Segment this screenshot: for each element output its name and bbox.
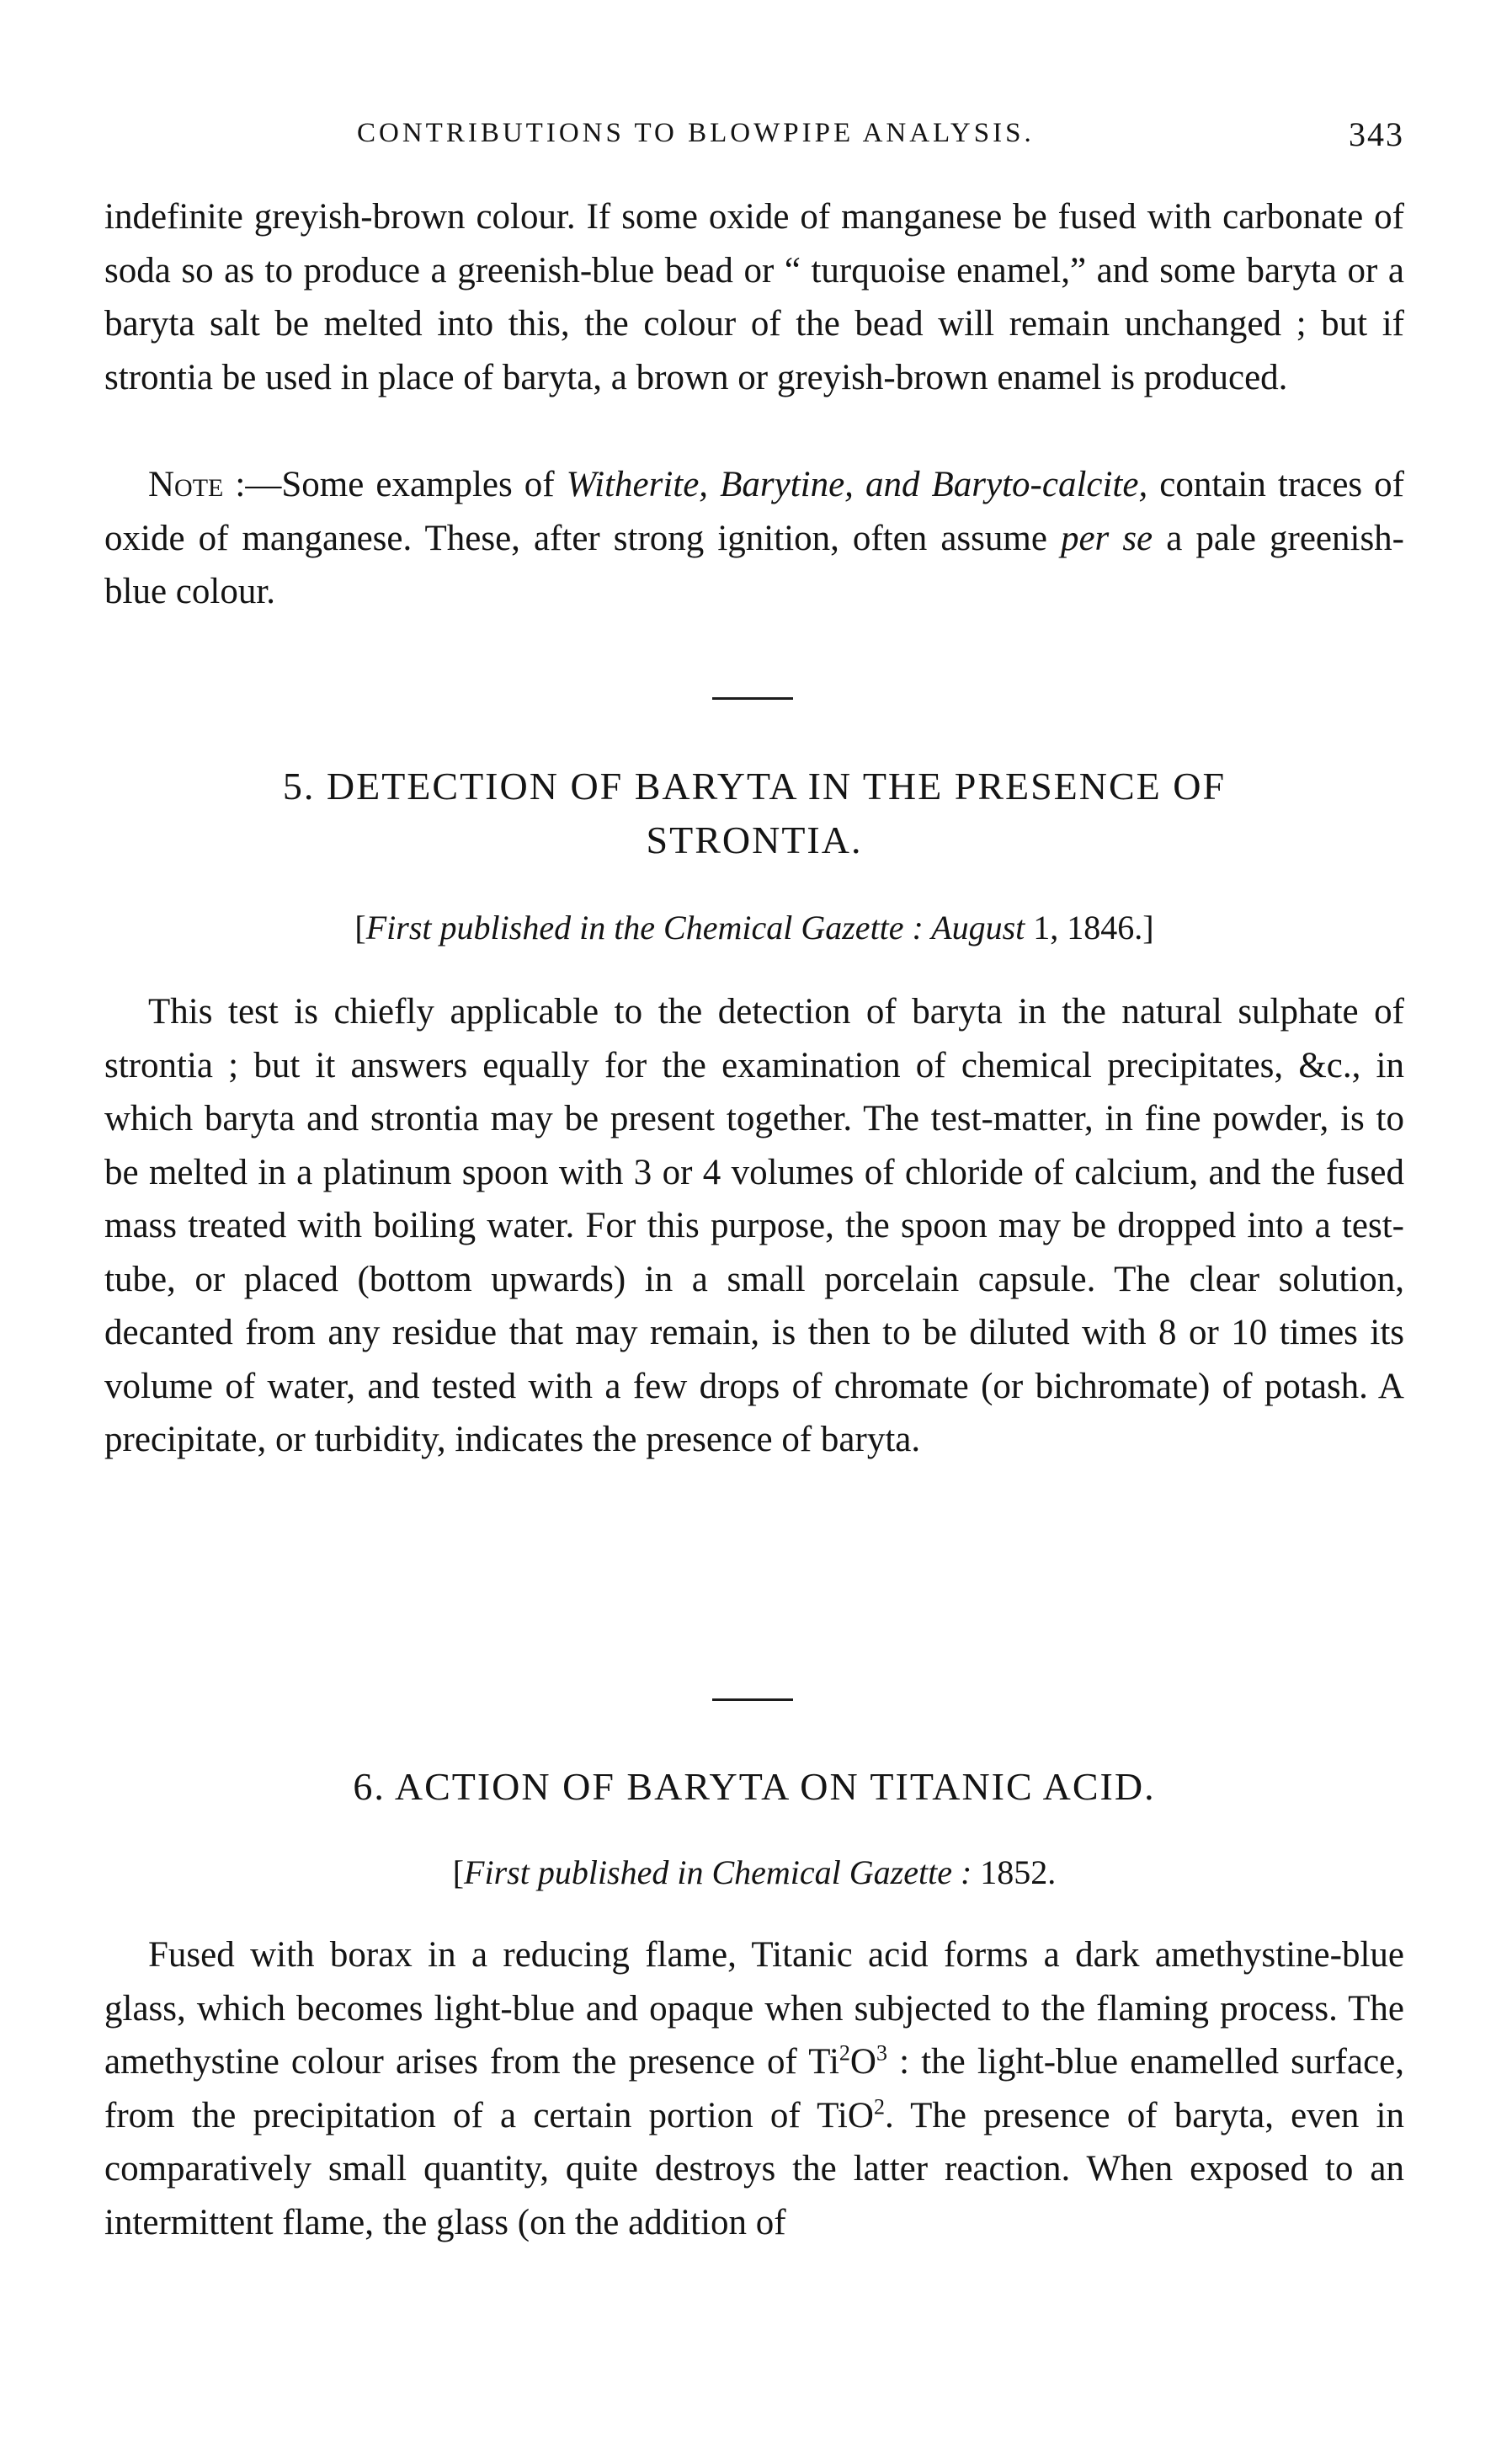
superscript: 2: [873, 2094, 885, 2119]
pub-bracket-open: [: [452, 1853, 465, 1891]
section-6-heading: 6. ACTION OF BARYTA ON TITANIC ACID.: [353, 1765, 1156, 1808]
page-number: 343: [1349, 115, 1404, 153]
document-page: [104, 0, 1404, 2458]
section-5-body: This test is chiefly applicable to the detection of baryta in the natural sulphate of strontia ; but it answers equally for the examination of chemical precipitates, &c., in which baryta and strontia may be present together. The test-matter, in fine powder, is to be melted in a platinum spoon with 3 or 4 volumes of chloride of calcium, and the fused mass treated with boiling water. For this purpose, the spoon may be dropped into a test-tube, or placed (bottom upwards) in a small porcelain capsule. The clear solution, decanted from any residue that may remain, is then to be diluted with 8 or 10 times its volume of water, and tested with a few drops of chromate (or bichromate) of potash. A precipitate, or turbidity, indicates the presence of baryta.: [104, 992, 1404, 1459]
superscript: 2: [839, 2040, 850, 2066]
note-label: Note: [148, 465, 224, 504]
section-5-publication-date: 1, 1846.: [1025, 909, 1143, 946]
section-5-publication-source: First published in the Chemical Gazette : August: [365, 909, 1025, 946]
pub-bracket-close: ]: [1142, 909, 1154, 946]
section-separator: [712, 1698, 793, 1701]
section-6-body-part: Fused with borax in a reducing flame, Titanic acid forms a dark amethystine-blue glass, which becomes light-blue and opaque when subjected to the flaming process. The amethystine colour arises from the presence of Ti: [104, 1935, 1404, 2082]
section-6-publication-note: [104, 1849, 1404, 1896]
section-6-body-part: : the light-blue enamelled surface, from the precipitation of a certain portion of TiO: [104, 2042, 1404, 2135]
section-6-publication-source: First published in Chemical Gazette :: [464, 1853, 972, 1891]
note-paragraph: [104, 458, 1404, 619]
note-rest: contain traces of oxide of manganese. These, after strong ignition, often assume: [104, 465, 1404, 558]
continued-paragraph: indefinite greyish-brown colour. If some oxide of manganese be fused with carbonate of soda so as to produce a greenish-blue bead or “ turquoise enamel,” and some baryta or a baryta salt be melted into this, the colour of the bead will remain unchanged ; but if strontia be used in place of baryta, a brown or greyish-brown enamel is produced.: [104, 197, 1404, 397]
section-5-heading: [104, 760, 1404, 867]
section-separator: [712, 697, 793, 700]
note-intro: :—Some examples of: [223, 465, 567, 504]
section-6-publication-year: 1852.: [972, 1853, 1057, 1891]
pub-bracket-open: [: [354, 909, 366, 946]
running-title: CONTRIBUTIONS TO BLOWPIPE ANALYSIS.: [357, 118, 1035, 148]
section-5-publication-note: [104, 904, 1404, 952]
section-6-body-part: O: [849, 2042, 876, 2082]
note-minerals: Witherite, Barytine, and Baryto-calcite,: [566, 465, 1148, 504]
note-per-se: per se: [1060, 518, 1153, 558]
section-5-title-line2: STRONTIA.: [646, 818, 863, 861]
running-head: [104, 115, 1404, 160]
section-5-title-line1: 5. DETECTION OF BARYTA IN THE PRESENCE OF: [282, 765, 1227, 808]
superscript: 3: [876, 2040, 887, 2066]
note-end: a pale greenish-blue colour.: [104, 518, 1405, 611]
section-6-body-part: . The presence of baryta, even in comparatively small quantity, quite destroys the latter reaction. When exposed to an intermittent flame, the glass (on the addition of: [104, 2095, 1404, 2242]
section-6-body: [104, 1928, 1404, 2249]
